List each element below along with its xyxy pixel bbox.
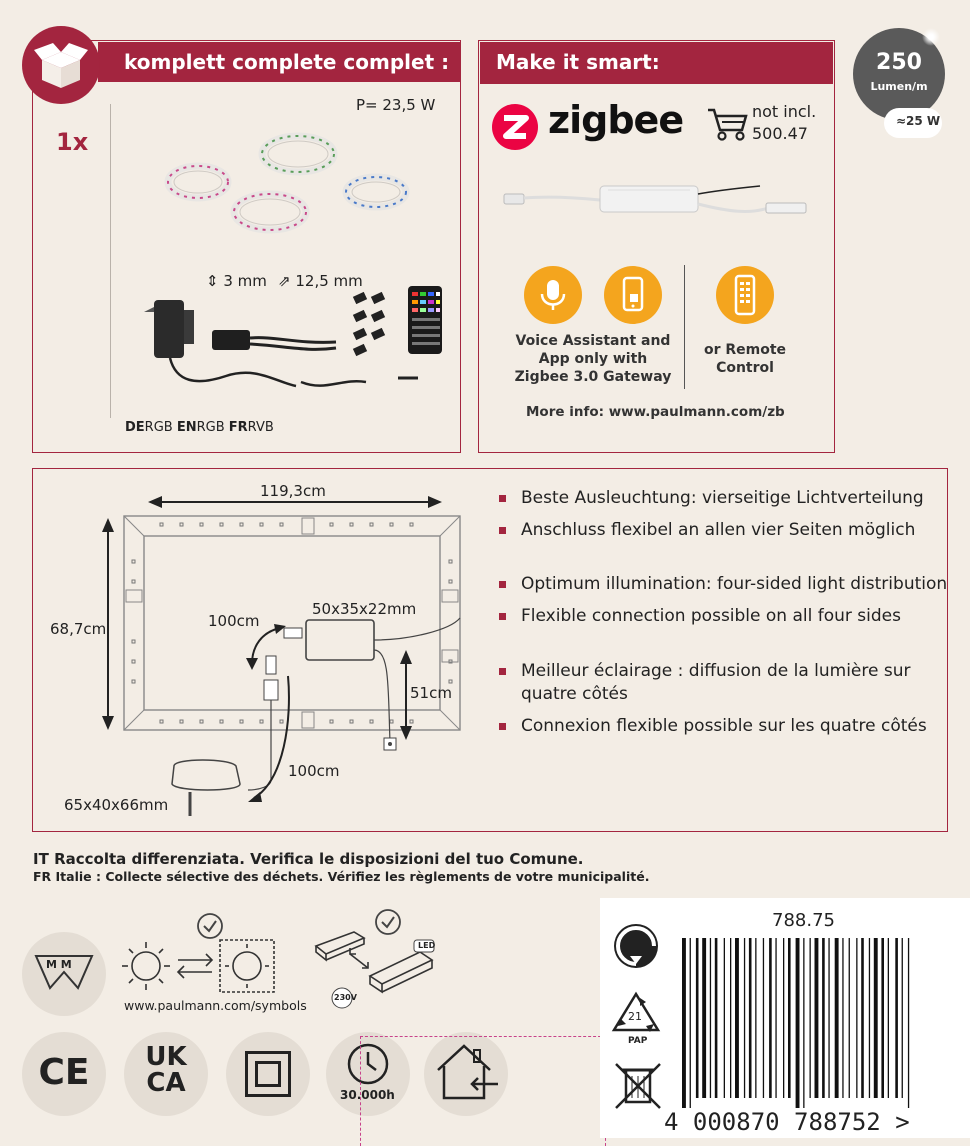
smart-header: Make it smart: (480, 42, 833, 84)
rgb-de: RGB (144, 420, 173, 435)
class-ii-inner-square (255, 1061, 281, 1087)
width-dimension: 119,3cm (260, 482, 326, 500)
product-number: 788.75 (772, 910, 835, 931)
gateway-article-number: 500.47 (752, 124, 808, 143)
barcode-bar (755, 938, 756, 1098)
not-included-label: not incl. (752, 102, 817, 121)
barcode-bar (744, 938, 745, 1098)
box-icon (22, 26, 100, 104)
more-info-link[interactable]: More info: www.paulmann.com/zb (526, 404, 785, 420)
voice-caption-line-3: Zigbee 3.0 Gateway (514, 369, 672, 385)
cable-length-1: 100cm (208, 612, 260, 630)
recycling-it (33, 850, 584, 868)
lang-en: EN (176, 420, 197, 435)
mm-label: M M (46, 958, 72, 971)
barcode-bar (735, 938, 739, 1098)
lumen-unit: Lumen/m (870, 80, 928, 93)
voice-assistant-icon (524, 266, 582, 324)
shopping-cart-icon (706, 106, 748, 142)
barcode-bar (710, 938, 711, 1098)
barcode-bar (869, 938, 870, 1098)
zigbee-logo-icon (492, 104, 538, 150)
barcode-bar (849, 938, 850, 1098)
height-dimension: 68,7cm (50, 620, 107, 638)
remote-caption-line-2: Control (716, 360, 774, 376)
recycling-it-tag: IT (33, 850, 49, 868)
rvb-fr: RVB (247, 420, 274, 435)
barcode-bar (769, 938, 772, 1098)
barcode-bar (822, 938, 825, 1098)
zigbee-controller-image (500, 176, 820, 226)
quantity-label: 1x (56, 128, 89, 156)
barcode-bar (842, 938, 843, 1098)
language-labels (125, 420, 274, 435)
ca-label: CA (146, 1068, 186, 1098)
remote-control-icon (716, 266, 774, 324)
remote-caption (690, 341, 800, 377)
barcode (682, 938, 944, 1108)
barcode-bar (702, 938, 706, 1098)
strip-width-value: 12,5 mm (295, 272, 363, 290)
feature-fr-1: Meilleur éclairage : diffusion de la lumière sur (521, 661, 911, 681)
remote-caption-line-1: or Remote (703, 342, 787, 358)
green-dot-icon (612, 922, 660, 970)
barcode-bar (763, 938, 764, 1098)
feature-de-2: Anschluss flexibel an allen vier Seiten möglich (521, 520, 916, 540)
barcode-bar (835, 938, 839, 1098)
feature-en-1: Optimum illumination: four-sided light distribution (521, 574, 948, 594)
voice-caption (508, 332, 678, 386)
sparkle-icon (922, 28, 940, 46)
barcode-bar (828, 938, 829, 1098)
cable-length-3: 100cm (288, 762, 340, 780)
barcode-bar (796, 938, 800, 1108)
weee-bin-icon (612, 1060, 664, 1112)
barcode-bar (874, 938, 878, 1098)
barcode-bar (730, 938, 731, 1098)
feature-fr-1-cont: quatre côtés (521, 684, 628, 704)
barcode-bar (749, 938, 752, 1098)
barcode-bar (888, 938, 889, 1098)
adapter-dimension: 65x40x66mm (64, 796, 169, 814)
strip-height-value: 3 mm (223, 272, 267, 290)
recycling-it-text: Raccolta differenziata. Verifica le disposizioni del tuo Comune. (54, 850, 584, 868)
feature-fr-2: Connexion flexible possible sur les quatre côtés (521, 716, 927, 736)
controller-dimension: 50x35x22mm (312, 600, 417, 618)
barcode-bar (895, 938, 898, 1098)
width-arrow-icon: ⇗ (278, 272, 291, 290)
barcode-bar (856, 938, 857, 1098)
barcode-bar (861, 938, 864, 1098)
power-label: P= 23,5 W (356, 96, 436, 114)
voltage-label: 230V (334, 993, 357, 1002)
led-strip-reels-image (158, 126, 418, 246)
replaceable-driver-icon (310, 906, 444, 1010)
zigbee-wordmark: zigbee (548, 98, 684, 142)
rgb-en: RGB (196, 420, 225, 435)
watt-equivalent: ≈25 W (896, 114, 941, 128)
replaceable-light-source-icon (120, 910, 280, 994)
barcode-bar (690, 938, 691, 1108)
smartphone-app-icon (604, 266, 662, 324)
barcode-digits: 4 000870 788752 > (664, 1108, 910, 1136)
symbols-url[interactable]: www.paulmann.com/symbols (124, 998, 307, 1013)
cut-line (360, 1036, 606, 1146)
recycle-material: PAP (628, 1036, 648, 1046)
barcode-bar (810, 938, 811, 1098)
barcode-bar (783, 938, 784, 1098)
feature-de-1: Beste Ausleuchtung: vierseitige Lichtverteilung (521, 488, 924, 508)
barcode-bar (696, 938, 699, 1098)
ce-label: CE (38, 1052, 90, 1093)
barcode-bar (881, 938, 884, 1098)
barcode-bar (815, 938, 819, 1098)
recycling-fr-tag: FR (33, 869, 52, 884)
cable-length-2: 51cm (410, 684, 452, 702)
lifetime-hours: 30.000h (340, 1088, 395, 1102)
barcode-bar (788, 938, 791, 1098)
contents-header: komplett complete complet : (98, 42, 460, 82)
voice-caption-line-2: App only with (538, 351, 648, 367)
recycle-number: 21 (628, 1010, 642, 1023)
lang-fr: FR (228, 420, 248, 435)
uk-label: UK (145, 1042, 187, 1072)
contents-divider (110, 104, 111, 418)
height-arrow-icon: ⇕ (206, 272, 219, 290)
lang-de: DE (125, 420, 145, 435)
accessories-image (136, 282, 446, 402)
recycling-fr (33, 869, 649, 884)
barcode-bar (803, 938, 804, 1108)
led-label: LED (418, 941, 436, 950)
feature-en-2: Flexible connection possible on all four sides (521, 606, 901, 626)
barcode-bar (682, 938, 686, 1108)
barcode-bar (724, 938, 725, 1098)
barcode-bar (775, 938, 776, 1098)
voice-caption-line-1: Voice Assistant and (515, 333, 671, 349)
recycling-fr-text: Italie : Collecte sélective des déchets. Vérifiez les règlements de votre municipalité. (55, 869, 650, 884)
barcode-bar (715, 938, 718, 1098)
barcode-bar (902, 938, 903, 1098)
smart-divider (684, 265, 685, 389)
lumen-value: 250 (876, 50, 922, 75)
barcode-bar (908, 938, 909, 1108)
frame-dimension-diagram (40, 480, 480, 830)
